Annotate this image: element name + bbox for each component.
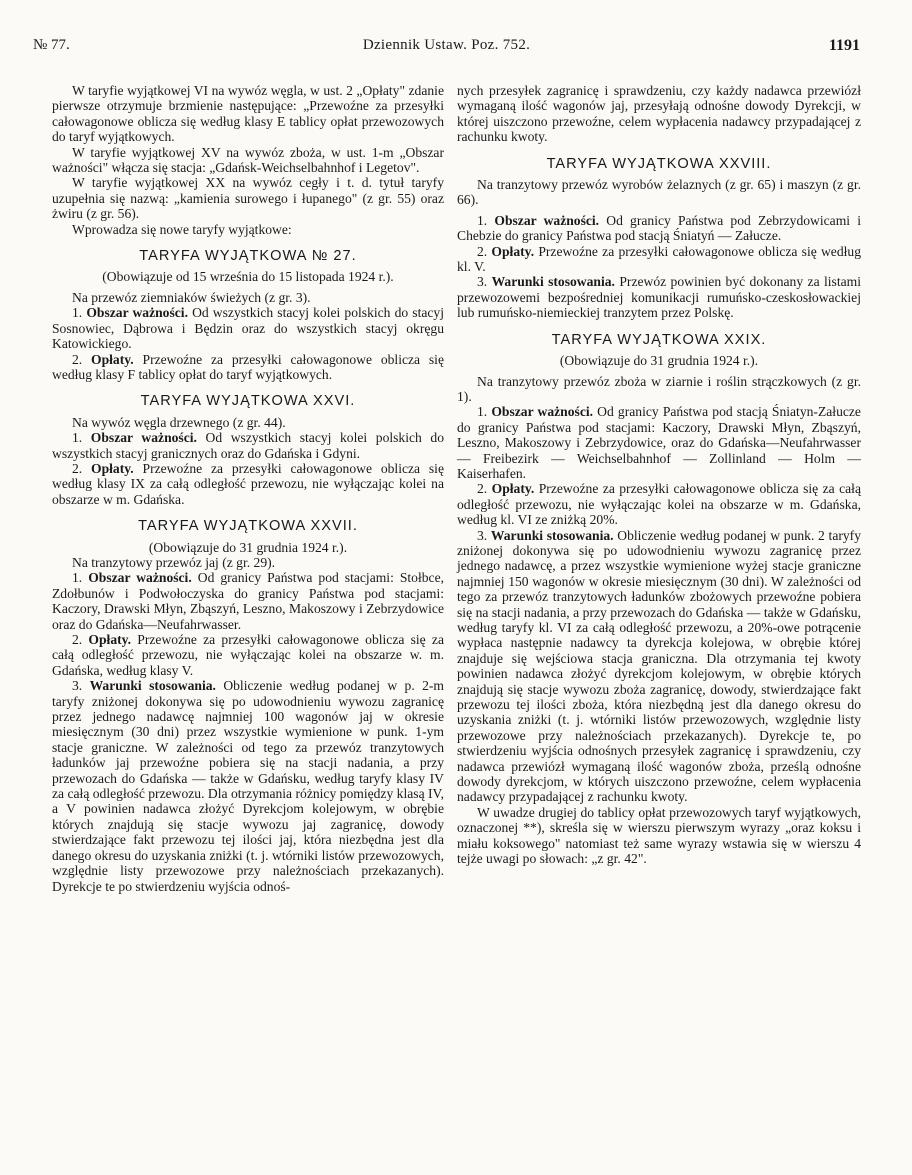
paragraph: W uwadze drugiej do tablicy opłat przewozowych taryf wyjątkowych, oznaczonej **), skreśla się w wierszu pierwszym wyrazy „oraz koksu i miału koksowego" natomiast też same wyrazy wstawia się w wierszu 4 tejże uwagi po słowach: „z gr. 42". xyxy=(457,804,861,867)
clause: 2. Opłaty. Przewoźne za przesyłki całowagonowe oblicza się według kl. V. xyxy=(457,243,861,275)
clause-label: Opłaty. xyxy=(88,632,132,647)
paragraph: W taryfie wyjątkowej XV na wywóz zboża, w ust. 1-m „Obszar ważności" włącza się stacja: „Gdańsk-Weichselbahnhof i Legetov". xyxy=(52,144,444,176)
clause-label: Opłaty. xyxy=(491,243,535,259)
right-column xyxy=(457,83,861,867)
paragraph-continuation: nych przesyłek zagranicę i sprawdzeniu, czy każdy nadawca przewiózł wymaganą ilość wagonów jaj, przesyłają odnośne dowody Dyrekcji, w której uiszczono przewoźne, celem wypłacenia nadawcy przypadającej z rachunku kwoty. xyxy=(457,83,861,145)
clause: 2. Opłaty. Przewoźne za przesyłki całowagonowe oblicza się za całą odległość przewozu, nie wyłączając kolei na obszarze w. m. Gdańska, według klasy V. xyxy=(52,632,444,678)
page-number: 1191 xyxy=(828,37,860,54)
clause: 1. Obszar ważności. Od wszystkich stacyj kolei polskich do wszystkich stacyj granicznych oraz do Gdańska i Gdyni. xyxy=(52,430,445,461)
clause: 2. Opłaty. Przewoźne za przesyłki całowagonowe oblicza się za całą odległość przewozu, nie wyłączając kolei na obszarze w m. Gdańska, według kl. VI ze zniżką 20%. xyxy=(457,481,861,528)
clause-label: Warunki stosowania. xyxy=(89,678,216,694)
issue-number: № 77. xyxy=(33,37,70,53)
clause: 1. Obszar ważności. Od granicy Państwa pod stacjami: Stołbce, Zdołbunów i Podwołoczyska do granicy Państwa pod stacjami: Kaczory, Drawski Młyn, Zbąszyń, Leszno, Makoszowy i Zebrzydowice oraz do Gdańska—Neufahrwasser. xyxy=(52,570,445,632)
clause: 3. Warunki stosowania. Obliczenie według podanej w punk. 2 taryfy zniżonej dokonywa się po udowodnieniu wywozu zagranicę przez jednego nadawcę, a przez wszystkie wymienione wyżej stacje graniczne najmniej 150 wagonów w okresie miesięcznym (30 dni). W zależności od tego za przewóz tranzytowych ładunków zbożowych przewoźne pobiera się na stacji nadania, a przy przewozach do Gdańska — także w Gdańsku, według taryfy kl. VI za całą odległość przewozu, a 20%-owe potrącenie wypłaca następnie nadawcy ta dyrekcja kolejowa, w obrębie której znajduje się wejściowa stacja graniczna. Dla otrzymania tej kwoty powinien nadawca złożyć dyrekcjom kolejowym, w obrębie których znajdują się stacje wywozu zboża zagranicę, dowody, stwierdzające fakt przewozu tej ilości zboża, która niezbędną jest dla danego okresu do uzyskania zniżki (t. j. wtórniki listów przewozowych, względnie listy przewozowe przy należnościach przekazanych). Dyrekcje te, po stwierdzeniu wyjścia odnośnych przesyłek zagranicę i sprawdzeniu, czy nadawca przewiózł wymaganą ilość wagonów zboża, prześlą odnośne dowody dyrekcjom, w których uiszczono przewoźne, celem wypłacenia nadawcy przypadającej z rachunku kwoty. xyxy=(457,527,861,805)
section-intro: Na tranzytowy przewóz jaj (z gr. 29). xyxy=(72,554,276,570)
clause-label: Opłaty. xyxy=(91,351,134,367)
clause-label: Opłaty. xyxy=(491,481,535,497)
section-intro: Na wywóz węgla drzewnego (z gr. 44). xyxy=(72,414,286,430)
clause-label: Warunki stosowania. xyxy=(491,274,615,290)
clause-label: Obszar ważności. xyxy=(88,570,192,586)
clause: 2. Opłaty. Przewoźne za przesyłki całowagonowe oblicza się według klasy F tablicy opłat do taryf wyjątkowych. xyxy=(52,351,444,382)
clause: 1. Obszar ważności. Od granicy Państwa pod Zebrzydowicami i Chebzie do granicy Państwa pod stacją Śniatyń — Załucze. xyxy=(457,212,862,244)
paragraph: W taryfie wyjątkowej VI na wywóz węgla, w ust. 2 „Opłaty" zdanie pierwsze otrzymuje brzmienie następujące: „Przewoźne za przesyłki całowagonowe oblicza się według klasy E tablicy opłat przewozowych do taryf wyjątkowych. xyxy=(52,83,444,145)
clause-label: Opłaty. xyxy=(91,460,134,476)
paragraph: W taryfie wyjątkowej XX na wywóz cegły i t. d. tytuł taryfy uzupełnia się nazwą: „kamienia surowego i łupanego" (z gr. 55) oraz żwiru (z gr. 56). xyxy=(52,175,444,222)
clause-label: Obszar ważności. xyxy=(494,212,600,228)
validity-note: (Obowiązuje do 31 grudnia 1924 r.). xyxy=(148,539,348,555)
left-column xyxy=(52,83,444,894)
clause: 2. Opłaty. Przewoźne za przesyłki całowagonowe oblicza się według klasy IX za całą odległość przewozu, nie wyłączając kolei na obszarze w m. Gdańska. xyxy=(52,460,444,507)
section-heading: TARYFA WYJĄTKOWA XXVII. xyxy=(138,518,358,535)
clause: 3. Warunki stosowania. Obliczenie według podanej w p. 2-m taryfy zniżonej dokonywa się po udowodnieniu wywozu zagranicę przez jednego nadawcę najmniej 100 wagonów jaj w okresie miesięcznym (30 dni) przez wszystkie wymienione w punk. 1-ym stacje graniczne. W zależności od tego za przewóz tranzytowych ładunków jaj przewoźne pobiera się na stacji nadania, a przy przewozach do Gdańska — także w Gdańsku, według taryfy klasy IV za całą odległość przewozu. Dla otrzymania różnicy pomiędzy klasą IV, a V powinien nadawca złożyć Dyrekcjom kolejowym, w obrębie których znajdują się stacje wywozu jaj zagranicę, dowody stwierdzające fakt przewozu tej ilości jaj, która niezbędna jest dla danego okresu do uzyskania zniżki (t. j. wtórniki listów przewozowych, względnie listy przewozowe przy należnościach przekazanych). Dyrekcje te po stwierdzeniu wyjścia odnoś- xyxy=(52,678,444,894)
clause-label: Obszar ważności. xyxy=(90,430,197,446)
section-intro: Na tranzytowy przewóz wyrobów żelaznych (z gr. 65) i maszyn (z gr. 66). xyxy=(457,177,861,208)
section-heading: TARYFA WYJĄTKOWA XXVIII. xyxy=(546,155,772,172)
section-heading: TARYFA WYJĄTKOWA XXVI. xyxy=(140,393,356,410)
validity-note: (Obowiązuje do 31 grudnia 1924 r.). xyxy=(559,353,759,369)
validity-note: (Obowiązuje od 15 września do 15 listopada 1924 r.). xyxy=(102,269,394,285)
clause-label: Warunki stosowania. xyxy=(490,527,614,543)
page-header xyxy=(33,38,860,58)
section-heading: TARYFA WYJĄTKOWA № 27. xyxy=(139,248,357,265)
section-intro: Na przewóz ziemniaków świeżych (z gr. 3). xyxy=(72,289,311,305)
clause-label: Obszar ważności. xyxy=(86,305,188,321)
paragraph: Wprowadza się nowe taryfy wyjątkowe: xyxy=(72,221,292,237)
clause: 1. Obszar ważności. Od wszystkich stacyj kolei polskich do stacyj Sosnowiec, Dąbrowa i Będzin oraz do wszystkich stacyj okręgu Katowickiego. xyxy=(52,305,444,352)
journal-title: Dziennik Ustaw. Poz. 752. xyxy=(362,37,531,53)
clause: 1. Obszar ważności. Od granicy Państwa pod stacją Śniatyn-Załucze do granicy Państwa pod stacjami: Kaczory, Drawski Młyn, Zbąszyń, Leszno, Makoszowy i Zebrzydowice, oraz do Gdańska—Neufahrwasser — Freibezirk — Weichselbahnhof — Zollinland — Holm — Kaiserhafen. xyxy=(457,404,861,481)
section-heading: TARYFA WYJĄTKOWA XXIX. xyxy=(551,331,767,348)
clause-label: Obszar ważności. xyxy=(491,404,594,420)
section-intro: Na tranzytowy przewóz zboża w ziarnie i roślin strączkowych (z gr. 1). xyxy=(457,373,861,404)
clause: 3. Warunki stosowania. Przewóz powinien być dokonany za listami przewozowemi bezpośredniej komunikacji rumuńsko-czeskosłowackiej lub rumuńsko-niemieckiej tranzytem przez Polskę. xyxy=(457,274,861,321)
